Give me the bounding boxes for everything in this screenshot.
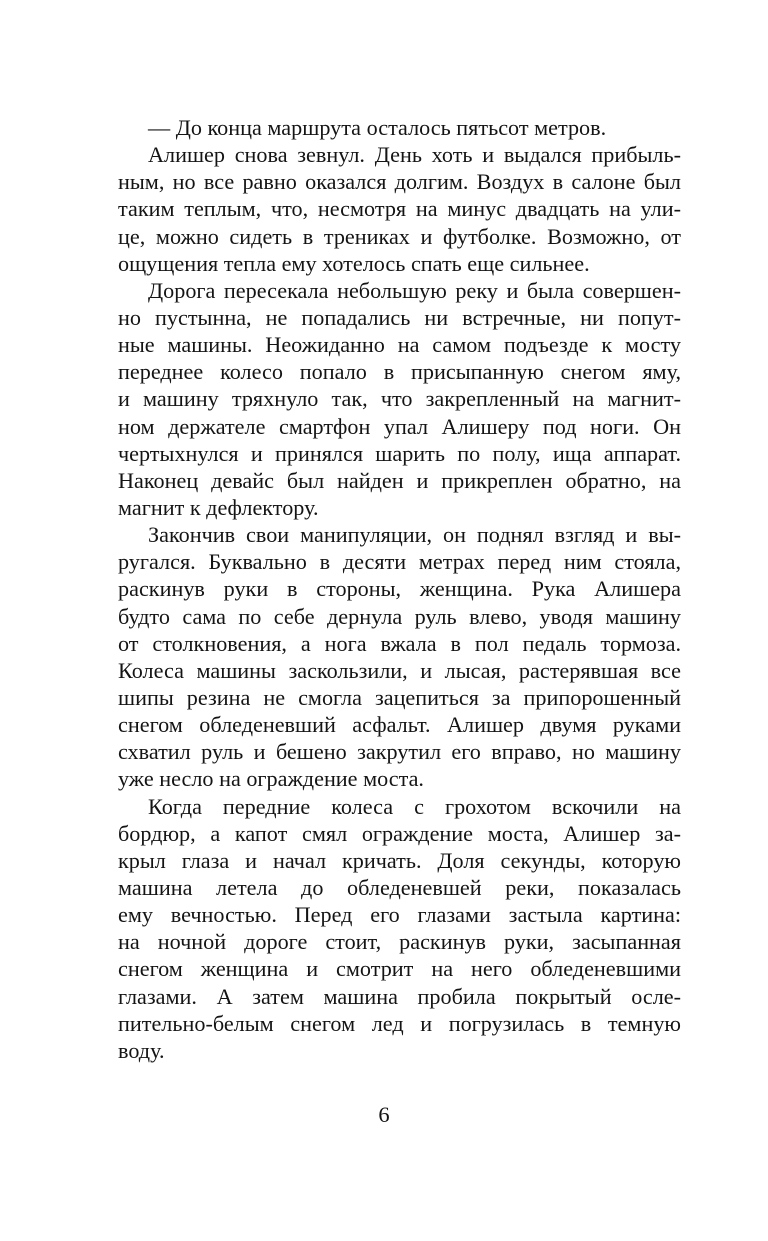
text-line: чертыхнулся и принялся шарить по полу, ища аппарат. — [118, 440, 681, 466]
paragraph-2 — [118, 141, 681, 277]
text-line: машина летела до обледеневшей реки, показалась — [118, 874, 681, 900]
paragraph-5 — [118, 793, 681, 1064]
text-line: — До конца маршрута осталось пятьсот метров. — [148, 115, 607, 140]
text-line: схватил руль и бешено закрутил его вправо, но машину — [118, 739, 681, 765]
text-line: ругался. Буквально в десяти метрах перед ним стояла, — [118, 549, 681, 575]
text-line: но пустынна, не попадались ни встречные, ни попут- — [118, 304, 681, 330]
page-text-block — [118, 114, 681, 1064]
text-line: Алишер снова зевнул. День хоть и выдался прибыль- — [148, 142, 681, 168]
text-line: раскинув руки в стороны, женщина. Рука Алишера — [118, 576, 681, 602]
paragraph-3 — [118, 277, 681, 521]
text-line: це, можно сидеть в трениках и футболке. Возможно, от — [118, 223, 681, 249]
text-line: ему вечностью. Перед его глазами застыла картина: — [118, 902, 681, 928]
text-line: на ночной дороге стоит, раскинув руки, засыпанная — [118, 929, 681, 955]
paragraph-1 — [118, 114, 681, 141]
text-line: Закончив свои манипуляции, он поднял взгляд и вы- — [148, 522, 681, 548]
text-line: ном держателе смартфон упал Алишеру под ноги. Он — [118, 413, 681, 439]
text-line: воду. — [118, 1037, 165, 1063]
text-line: магнит к дефлектору. — [118, 494, 319, 520]
text-line: и машину тряхнуло так, что закрепленный на магнит- — [118, 386, 681, 412]
text-line: ные машины. Неожиданно на самом подъезде к мосту — [118, 332, 681, 358]
text-line: Колеса машины заскользили, и лысая, растерявшая все — [118, 657, 681, 683]
text-line: ным, но все равно оказался долгим. Воздух в салоне был — [118, 169, 681, 195]
text-line: уже несло на ограждение моста. — [118, 766, 424, 792]
text-line: будто сама по себе дернула руль влево, уводя машину — [118, 603, 681, 629]
page-number: 6 — [378, 1102, 390, 1127]
text-line: шипы резина не смогла зацепиться за припорошенный — [118, 684, 681, 710]
text-line: снегом обледеневший асфальт. Алишер двумя руками — [118, 712, 681, 738]
text-line: крыл глаза и начал кричать. Доля секунды, которую — [118, 847, 681, 873]
text-line: Наконец девайс был найден и прикреплен обратно, на — [118, 467, 681, 493]
text-line: Дорога пересекала небольшую реку и была совершен- — [148, 277, 681, 303]
text-line: таким теплым, что, несмотря на минус двадцать на ули- — [118, 196, 681, 222]
text-line: снегом женщина и смотрит на него обледеневшими — [118, 956, 681, 982]
text-line: бордюр, а капот смял ограждение моста, Алишер за- — [118, 820, 681, 846]
text-line: переднее колесо попало в присыпанную снегом яму, — [118, 359, 681, 385]
paragraph-4 — [118, 521, 681, 792]
text-line: пительно-белым снегом лед и погрузилась в темную — [118, 1010, 681, 1036]
text-line: от столкновения, а нога вжала в пол педаль тормоза. — [118, 630, 681, 656]
text-line: ощущения тепла ему хотелось спать еще сильнее. — [118, 250, 590, 276]
text-line: глазами. А затем машина пробила покрытый осле- — [118, 983, 681, 1009]
text-line: Когда передние колеса с грохотом вскочили на — [148, 793, 681, 819]
